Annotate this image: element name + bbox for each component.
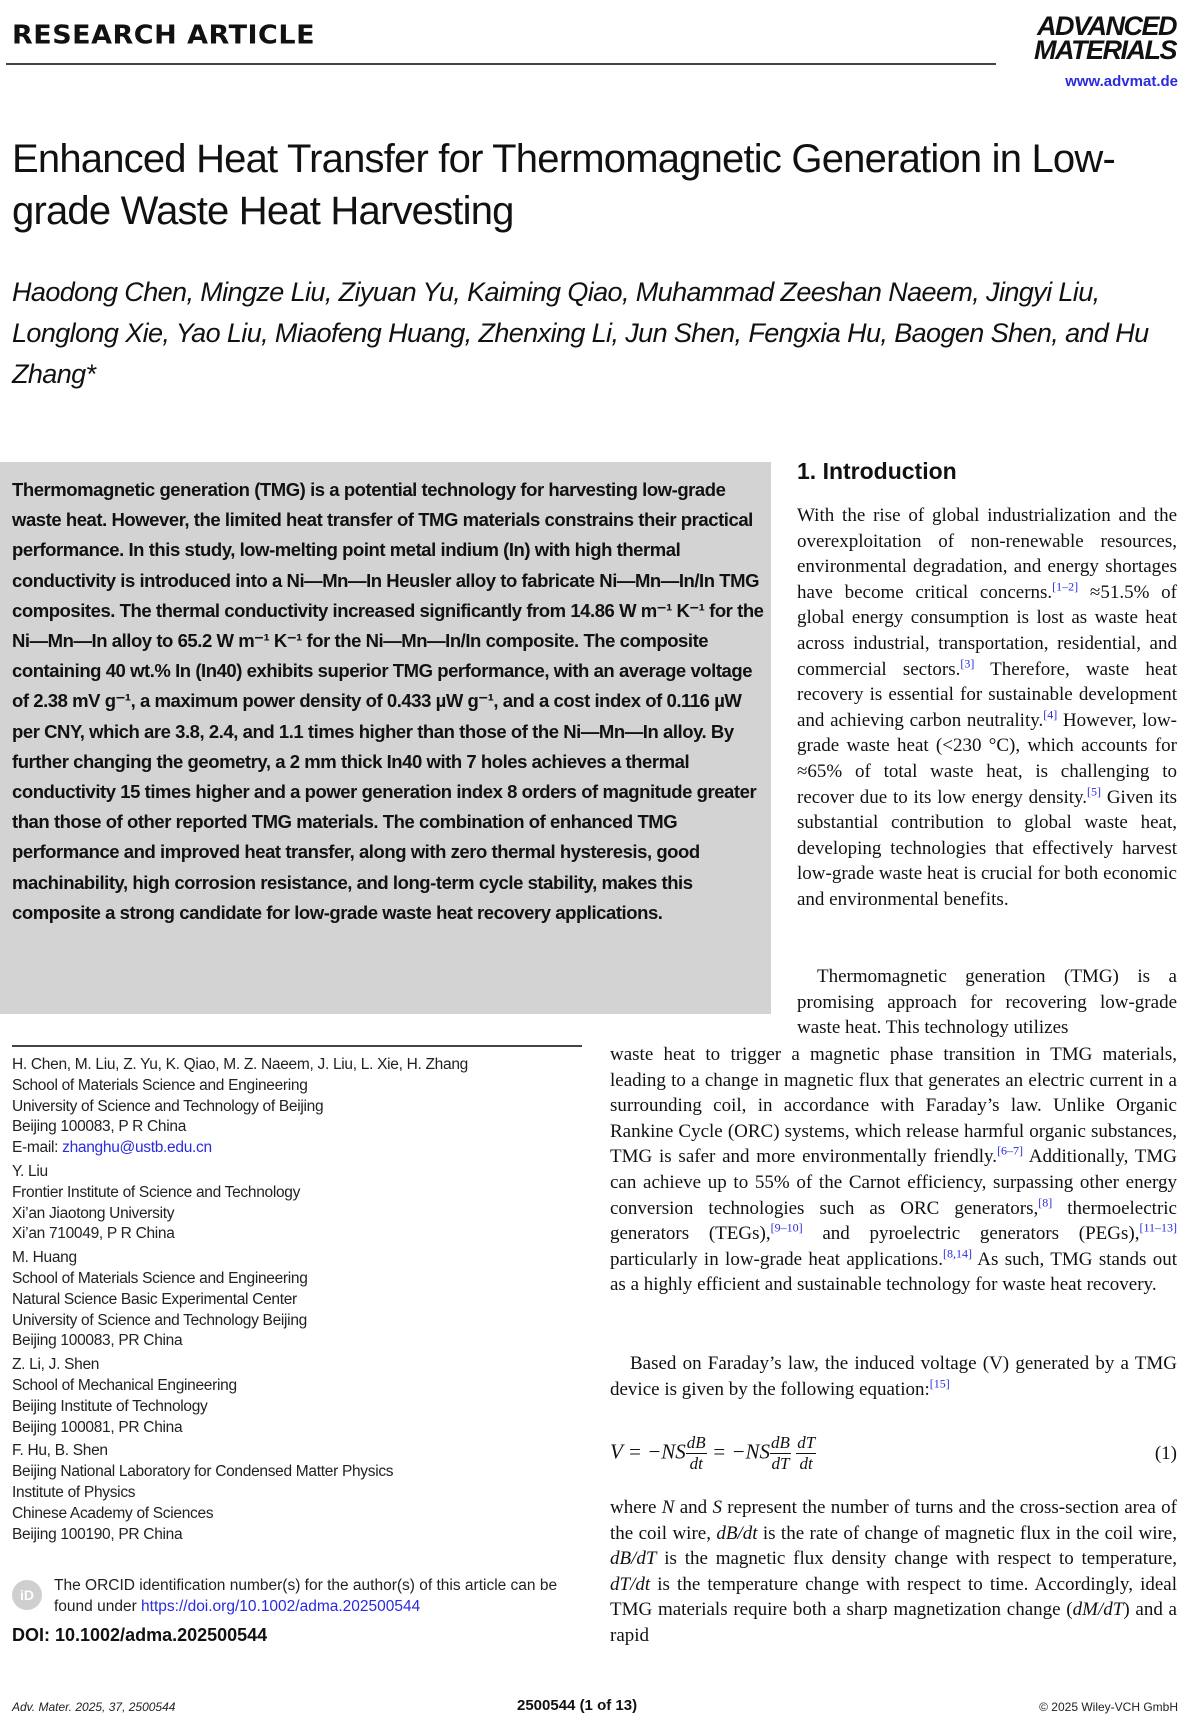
affiliation-line: University of Science and Technology of Beijing	[12, 1097, 324, 1115]
orcid-text	[54, 1576, 592, 1617]
orcid-description: The ORCID identification number(s) for the author(s) of this article can be found under	[54, 1577, 558, 1615]
author-list: Haodong Chen, Mingze Liu, Ziyuan Yu, Kaiming Qiao, Muhammad Zeeshan Naeem, Jingyi Liu, Longlong Xie, Yao Liu, Miaofeng Huang, Zhenxing Li, Jun Shen, Fengxia Hu, Baogen Shen, and Hu Zhang*	[12, 277, 1149, 389]
text-run: waste heat to trigger a magnetic phase transition in TMG materials, leading to a change in magnetic flux that generates an electric current in a surrounding coil, in accordance with Faraday’s law. Unlike Organic Rankine Cycle (ORC) systems, which release harmful organic substances, TMG is safer and more environmentally friendly.	[610, 1044, 1177, 1168]
text-run: is the magnetic flux density change with respect to temperature,	[656, 1548, 1177, 1570]
math-var: N	[661, 1497, 675, 1518]
footer-page-number: 2500544 (1 of 13)	[517, 1697, 638, 1714]
article-title: Enhanced Heat Transfer for Thermomagnetic Generation in Low-grade Waste Heat Harvesting	[12, 137, 1115, 233]
journal-logo	[1034, 11, 1176, 65]
text-run: However, low-grade waste heat (<230 °C), which accounts for ≈65% of total waste heat, is challenging to recover due to its low energy density.	[797, 709, 1177, 808]
fraction-dB-dt	[686, 1433, 707, 1474]
citation-link[interactable]: [6–7]	[997, 1144, 1024, 1159]
math-var: dM/dT	[1072, 1599, 1124, 1621]
text-run: With the rise of global industrialization and the overexploitation of non-renewable resources, environmental degradation, and energy shortages have become critical concerns.	[797, 505, 1177, 603]
doi: DOI: 10.1002/adma.202500544	[12, 1625, 268, 1645]
fraction-denominator: dt	[689, 1454, 703, 1473]
equation-number: (1)	[1154, 1443, 1177, 1464]
fraction-dT-dt	[796, 1433, 816, 1474]
text-run: Therefore, waste heat recovery is essential for sustainable development and achieving carbon neutrality.	[797, 658, 1177, 731]
text-run: ≈51.5% of global energy consumption is lost as waste heat across industrial, transportation, residential, and commercial sectors.	[797, 581, 1177, 680]
affiliation-group	[12, 1162, 592, 1245]
affiliation-line: Natural Science Basic Experimental Center	[12, 1290, 297, 1308]
affiliation-group	[12, 1441, 592, 1545]
fraction-numerator: dB	[686, 1433, 706, 1452]
affiliation-names: M. Huang	[12, 1249, 77, 1267]
fraction-denominator: dT	[771, 1454, 790, 1473]
email-label: E-mail:	[12, 1139, 63, 1157]
citation-link[interactable]: [9–10]	[770, 1220, 803, 1235]
affiliation-line: School of Mechanical Engineering	[12, 1376, 237, 1394]
equation-mid: = −NS	[706, 1439, 771, 1464]
journal-url-link[interactable]: www.advmat.de	[1065, 73, 1178, 90]
intro-paragraph-4	[610, 1495, 1177, 1649]
intro-paragraph-2-continued	[610, 1042, 1177, 1298]
email-line	[12, 1138, 592, 1159]
fraction-denominator: dt	[799, 1454, 813, 1473]
citation-link[interactable]: [5]	[1087, 784, 1102, 799]
text-run: is the temperature change with respect to time. Accordingly, ideal TMG materials require both a sharp magnetization change (	[610, 1573, 1177, 1621]
text-run: and pyroelectric generators (PEGs),	[802, 1223, 1140, 1245]
citation-link[interactable]: [8]	[1038, 1195, 1053, 1210]
text-run: Additionally, TMG can achieve up to 55% of the Carnot efficiency, surpassing other energy conversion technologies such as ORC generators,	[610, 1146, 1177, 1219]
text-run: ) and a rapid	[610, 1599, 1177, 1646]
affiliation-line: School of Materials Science and Engineering	[12, 1269, 308, 1287]
equation-lhs: V = −NS	[610, 1439, 686, 1464]
abstract-text: Thermomagnetic generation (TMG) is a potential technology for harvesting low-grade waste heat. However, the limited heat transfer of TMG materials constrains their practical performance. In this study, low-melting point metal indium (In) with high thermal conductivity is introduced into a Ni—Mn—In Heusler alloy to fabricate Ni—Mn—In/In TMG composites. The thermal conductivity increased significantly from 14.86 W m⁻¹ K⁻¹ for the Ni—Mn—In alloy to 65.2 W m⁻¹ K⁻¹ for the Ni—Mn—In/In composite. The composite containing 40 wt.% In (In40) exhibits superior TMG performance, with an average voltage of 2.38 mV g⁻¹, a maximum power density of 0.433 µW g⁻¹, and a cost index of 0.116 µW per CNY, which are 3.8, 2.4, and 1.1 times higher than those of the Ni—Mn—In alloy. By further changing the geometry, a 2 mm thick In40 with 7 holes achieves a thermal conductivity 15 times higher and a power generation index 8 orders of magnitude greater than those of other reported TMG materials. The combination of enhanced TMG performance and improved heat transfer, along with zero thermal hysteresis, good machinability, high corrosion resistance, and long-term cycle stability, makes this composite a strong candidate for low-grade waste heat recovery applications.	[12, 479, 764, 923]
affiliation-line: Beijing National Laboratory for Condensed Matter Physics	[12, 1463, 394, 1481]
header-divider	[6, 63, 996, 65]
affiliations-divider	[12, 1045, 582, 1047]
affiliation-line: Beijing 100190, PR China	[12, 1525, 183, 1543]
affiliations	[12, 1055, 592, 1548]
text-run: where	[610, 1497, 662, 1518]
citation-link[interactable]: [1–2]	[1052, 579, 1079, 594]
affiliation-group	[12, 1355, 592, 1438]
section-label: RESEARCH ARTICLE	[12, 20, 316, 51]
text-run: As such, TMG stands out as a highly efficient and sustainable technology for waste heat recovery.	[610, 1248, 1177, 1296]
affiliation-names: F. Hu, B. Shen	[12, 1442, 108, 1460]
orcid-link[interactable]: https://doi.org/10.1002/adma.202500544	[141, 1597, 421, 1615]
affiliation-line: Beijing Institute of Technology	[12, 1397, 208, 1415]
math-var: dB/dT	[610, 1548, 657, 1570]
affiliation-line: Institute of Physics	[12, 1483, 136, 1501]
orcid-icon: iD	[12, 1580, 42, 1610]
text-run: and	[674, 1497, 713, 1518]
email-link[interactable]: zhanghu@ustb.edu.cn	[62, 1139, 212, 1157]
affiliation-line: Beijing 100081, PR China	[12, 1418, 183, 1436]
affiliation-line: Frontier Institute of Science and Technology	[12, 1183, 301, 1201]
intro-paragraph-1	[797, 503, 1177, 913]
text-run: is the rate of change of magnetic flux in the coil wire,	[757, 1522, 1177, 1544]
fraction-numerator: dT	[797, 1433, 816, 1452]
text-run: Based on Faraday’s law, the induced voltage (V) generated by a TMG device is given by the following equation:	[610, 1353, 1177, 1400]
fraction-numerator: dB	[771, 1433, 790, 1452]
affiliation-line: Xi’an Jiaotong University	[12, 1204, 175, 1222]
affiliation-line: Xi’an 710049, P R China	[12, 1225, 175, 1243]
affiliation-names: H. Chen, M. Liu, Z. Yu, K. Qiao, M. Z. Naeem, J. Liu, L. Xie, H. Zhang	[12, 1056, 468, 1073]
citation-link[interactable]: [11–13]	[1139, 1220, 1178, 1235]
journal-logo-line1: ADVANCED	[1036, 11, 1176, 41]
affiliation-group	[12, 1055, 592, 1159]
fraction-dB-dT	[770, 1433, 791, 1474]
math-var: dT/dt	[610, 1573, 651, 1595]
affiliation-line: School of Materials Science and Engineering	[12, 1076, 308, 1094]
intro-paragraph-3	[610, 1351, 1177, 1402]
affiliation-line: Beijing 100083, P R China	[12, 1118, 187, 1136]
citation-link[interactable]: [3]	[960, 656, 975, 671]
section-heading-introduction: 1. Introduction	[797, 458, 957, 484]
affiliation-names: Z. Li, J. Shen	[12, 1356, 100, 1374]
citation-link[interactable]: [4]	[1043, 707, 1058, 722]
citation-link[interactable]: [8,14]	[942, 1246, 972, 1261]
text-run: Given its substantial contribution to global waste heat, developing technologies that effectively harvest low-grade waste heat is crucial for both economic and environmental benefits.	[797, 786, 1177, 910]
orcid-note	[12, 1576, 592, 1617]
intro-paragraph-2-start: Thermomagnetic generation (TMG) is a promising approach for recovering low-grade waste heat. This technology utilizes	[797, 966, 1177, 1039]
text-run: represent the number of turns and the cross-section area of the coil wire,	[610, 1497, 1177, 1544]
affiliation-group	[12, 1248, 592, 1352]
affiliation-line: Beijing 100083, PR China	[12, 1332, 183, 1350]
text-run: particularly in low-grade heat applications.	[610, 1248, 943, 1270]
text-run: thermoelectric generators (TEGs),	[610, 1197, 1177, 1245]
math-var: dB/dt	[716, 1522, 758, 1544]
footer-copyright: © 2025 Wiley-VCH GmbH	[1039, 1700, 1178, 1714]
equation-1	[610, 1425, 1177, 1487]
affiliation-line: Chinese Academy of Sciences	[12, 1504, 214, 1522]
math-var: S	[712, 1497, 722, 1518]
affiliation-names: Y. Liu	[12, 1162, 48, 1180]
affiliation-line: University of Science and Technology Beijing	[12, 1311, 307, 1329]
citation-link[interactable]: [15]	[929, 1376, 950, 1391]
footer-citation: Adv. Mater. 2025, 37, 2500544	[12, 1700, 176, 1714]
journal-logo-line2: MATERIALS	[1034, 35, 1176, 65]
